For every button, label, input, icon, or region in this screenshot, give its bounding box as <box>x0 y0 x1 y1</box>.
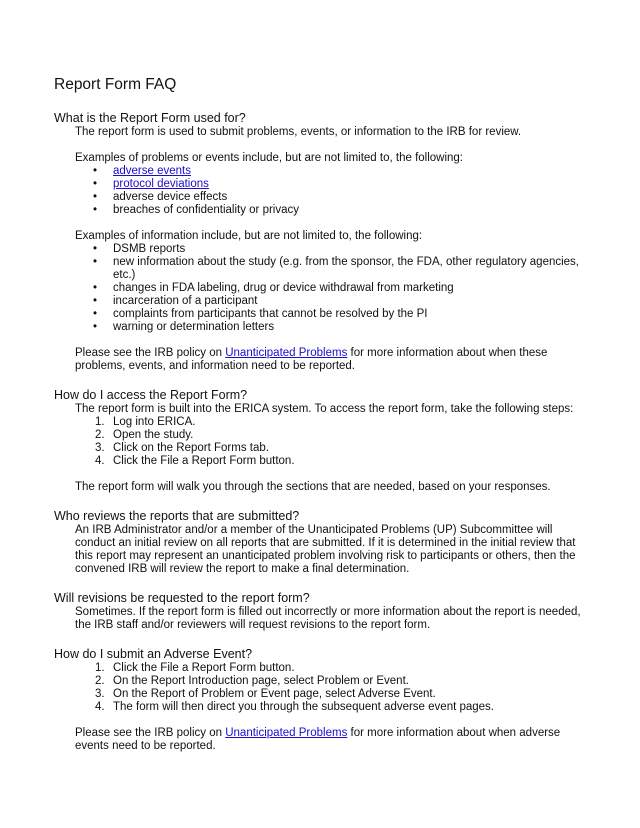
list-item: 4. Click the File a Report Form button. <box>95 455 295 467</box>
faq-answer-report-form-use <box>75 126 584 373</box>
unanticipated-problems-link[interactable]: Unanticipated Problems <box>225 347 348 359</box>
step-text: Click on the Report Forms tab. <box>113 442 269 454</box>
list-item: 3. On the Report of Problem or Event page, select Adverse Event. <box>95 688 436 700</box>
policy-text-pre: Please see the IRB policy on <box>75 347 226 359</box>
answer-text: Sometimes. If the report form is filled out incorrectly or more information about the report is needed, the IRB staff and/or reviewers will request revisions to the report form. <box>75 606 581 631</box>
answer-intro: The report form is built into the ERICA system. To access the report form, take the following steps: <box>75 403 574 415</box>
faq-question-adverse-event: How do I submit an Adverse Event? <box>54 647 253 661</box>
faq-answer-access <box>75 403 584 494</box>
list-item: • breaches of confidentiality or privacy <box>75 204 584 217</box>
faq-question-reviews: Who reviews the reports that are submitted? <box>54 509 300 523</box>
faq-question-report-form-use: What is the Report Form used for? <box>54 111 246 125</box>
page-title: Report Form FAQ <box>54 76 177 93</box>
list-item: 2. Open the study. <box>95 429 194 441</box>
list-item <box>75 165 584 178</box>
step-text: Click the File a Report Form button. <box>113 455 295 467</box>
step-text: On the Report of Problem or Event page, select Adverse Event. <box>113 688 436 700</box>
unanticipated-problems-link[interactable]: Unanticipated Problems <box>225 727 348 739</box>
policy-note <box>75 727 584 753</box>
list-item: 1. Click the File a Report Form button. <box>95 662 295 674</box>
problems-list <box>75 165 584 217</box>
list-item: • DSMB reports <box>75 243 584 256</box>
faq-answer-adverse-event <box>75 662 584 753</box>
policy-note <box>75 347 584 373</box>
answer-text: An IRB Administrator and/or a member of the Unanticipated Problems (UP) Subcommittee will conduct an initial review on all reports that are submitted. If it is determined in the initial review that this report may represent an unanticipated problem involving risk to participants or others, then the convened IRB will review the report to make a final determination. <box>75 524 576 575</box>
document-page <box>54 76 584 753</box>
faq-question-revisions: Will revisions be requested to the report form? <box>54 591 310 605</box>
info-intro: Examples of information include, but are not limited to, the following: <box>75 230 423 242</box>
answer-outro: The report form will walk you through the sections that are needed, based on your responses. <box>75 481 551 493</box>
protocol-deviations-link[interactable]: protocol deviations <box>113 178 209 190</box>
step-text: Log into ERICA. <box>113 416 196 428</box>
list-item: • changes in FDA labeling, drug or device withdrawal from marketing <box>75 282 584 295</box>
step-text: The form will then direct you through the subsequent adverse event pages. <box>113 701 495 713</box>
list-item: • warning or determination letters <box>75 321 584 334</box>
adverse-events-link[interactable]: adverse events <box>113 165 191 177</box>
problems-intro: Examples of problems or events include, but are not limited to, the following: <box>75 152 464 164</box>
answer-intro: The report form is used to submit problems, events, or information to the IRB for review. <box>75 126 522 138</box>
policy-text-pre: Please see the IRB policy on <box>75 727 226 739</box>
policy-text-post: for more information about when adverse events need to be reported. <box>75 727 561 752</box>
policy-text-post: for more information about when these problems, events, and information need to be reported. <box>75 347 548 372</box>
adverse-event-steps-list <box>75 662 584 714</box>
list-item: 1. Log into ERICA. <box>95 416 196 428</box>
step-text: On the Report Introduction page, select Problem or Event. <box>113 675 409 687</box>
list-item: • adverse device effects <box>75 191 584 204</box>
faq-question-access: How do I access the Report Form? <box>54 388 248 402</box>
access-steps-list <box>75 416 584 468</box>
list-item: 4. The form will then direct you through the subsequent adverse event pages. <box>95 701 495 713</box>
list-item <box>75 178 584 191</box>
info-list <box>75 243 584 334</box>
list-item: 2. On the Report Introduction page, select Problem or Event. <box>95 675 409 687</box>
faq-answer-revisions <box>75 606 584 632</box>
list-item: • complaints from participants that cannot be resolved by the PI <box>75 308 584 321</box>
list-item: 3. Click on the Report Forms tab. <box>95 442 269 454</box>
list-item: • incarceration of a participant <box>75 295 584 308</box>
faq-answer-reviews <box>75 524 584 576</box>
step-text: Click the File a Report Form button. <box>113 662 295 674</box>
step-text: Open the study. <box>113 429 194 441</box>
list-item: • new information about the study (e.g. from the sponsor, the FDA, other regulatory agencies, etc.) <box>75 256 584 282</box>
